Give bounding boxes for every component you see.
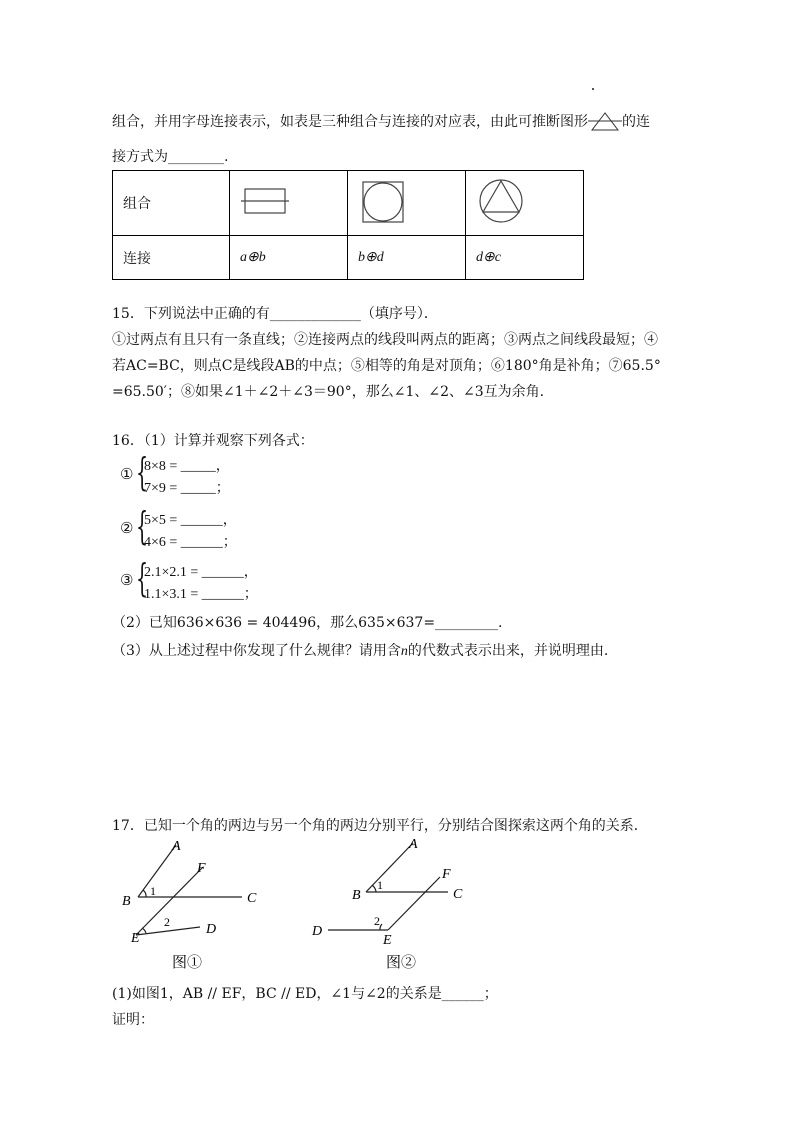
q16-title: 16．（1）计算并观察下列各式： (112, 433, 314, 449)
q16-part3 (112, 640, 608, 660)
label-F: F (197, 861, 206, 876)
intro-text-after: 的连 (622, 114, 650, 130)
label-B: B (352, 888, 361, 903)
combination-table (112, 170, 584, 280)
label-C: C (247, 891, 257, 906)
q15-line-2: 若AC=BC，则点C是线段AB的中点；⑤相等的角是对顶角；⑥180°角是补角；⑦65.5° (112, 358, 661, 374)
triangle-line-figure (588, 111, 622, 131)
connection-3: d⊕c (466, 236, 584, 280)
figure-1 (110, 835, 290, 975)
label-A: A (409, 837, 418, 852)
group-2-eq-2: 4×6 = ______； (144, 535, 237, 550)
label-B: B (122, 894, 131, 909)
q16-part3-before: （3）从上述过程中你发现了什么规律？请用含 (112, 643, 401, 659)
q17-proof-label: 证明： (112, 1012, 154, 1028)
row-label-combo: 组合 (113, 171, 230, 236)
connection-2: b⊕d (348, 236, 466, 280)
angle-label-1: 1 (150, 884, 156, 898)
label-D: D (312, 924, 323, 939)
figure-square-line (230, 171, 348, 236)
figure-2-caption: 图② (386, 955, 417, 971)
group-mark-1: ① (120, 465, 134, 483)
label-D: D (206, 922, 217, 937)
group-3-eq-1: 2.1×2.1 = ______， (144, 565, 258, 580)
brace: { (136, 556, 149, 600)
group-mark-3: ③ (120, 571, 134, 589)
figure-circle-triangle (466, 171, 584, 236)
connection-1: a⊕b (230, 236, 348, 280)
q15-title: 15．下列说法中正确的有_____________（填序号）． (112, 306, 438, 322)
intro-line-2: 接方式为________. (112, 149, 229, 165)
q17-title: 17．已知一个角的两边与另一个角的两边分别平行，分别结合图探索这两个角的关系． (112, 818, 648, 834)
group-mark-2: ② (120, 519, 134, 537)
intro-text-before: 组合，并用字母连接表示，如表是三种组合与连接的对应表，由此可推断图形 (112, 114, 588, 130)
q16-part2: （2）已知636×636 = 404496，那么635×637=_________. (112, 615, 503, 631)
intro-line-1 (112, 111, 650, 131)
label-F: F (442, 867, 451, 882)
label-E: E (131, 931, 140, 946)
q17-part1: (1)如图1，AB // EF，BC // ED，∠1与∠2的关系是______； (112, 986, 498, 1002)
stray-dot (592, 88, 594, 90)
brace: { (136, 450, 149, 494)
angle-label-2: 2 (374, 914, 380, 928)
variable-n: n (400, 644, 408, 659)
angle-label-1: 1 (377, 878, 383, 892)
equation-group-1 (120, 452, 320, 496)
group-1-eq-2: 7×9 = _____； (144, 481, 230, 496)
q15-line-1: ①过两点有且只有一条直线；②连接两点的线段叫两点的距离；③两点之间线段最短；④ (112, 332, 658, 348)
figure-1-caption: 图① (172, 955, 203, 971)
angle-label-2: 2 (164, 915, 170, 929)
brace: { (136, 504, 149, 548)
row-label-connect: 连接 (113, 236, 230, 280)
group-1-eq-1: 8×8 = _____， (144, 459, 230, 474)
label-E: E (383, 933, 392, 948)
q16-part3-after: 的代数式表示出来，并说明理由. (407, 643, 609, 659)
equation-group-3 (120, 558, 320, 602)
group-3-eq-2: 1.1×3.1 = ______； (144, 587, 258, 602)
q15-line-3: =65.50′；⑧如果∠1＋∠2＋∠3＝90°，那么∠1、∠2、∠3互为余角. (112, 384, 545, 400)
figure-square-circle (348, 171, 466, 236)
figure-2 (310, 835, 490, 975)
label-A: A (172, 839, 181, 854)
group-2-eq-1: 5×5 = ______， (144, 513, 237, 528)
equation-group-2 (120, 506, 320, 550)
label-C: C (453, 887, 463, 902)
